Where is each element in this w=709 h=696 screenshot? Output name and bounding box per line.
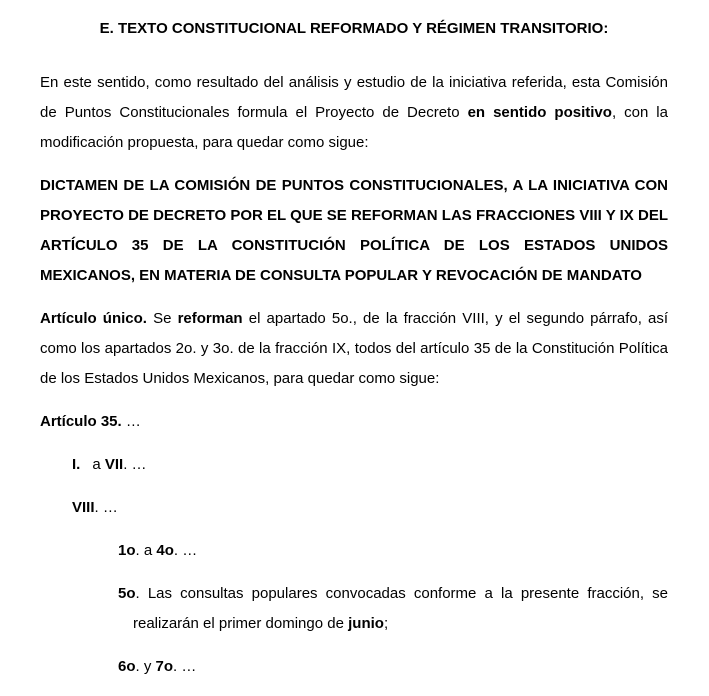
paragraph-intro: [40, 68, 668, 158]
articulo-unico-label: Artículo único.: [40, 310, 147, 327]
apartado-5-text-end: ;: [383, 615, 389, 632]
apartado-5-marker: 5o: [118, 585, 136, 602]
paragraph-articulo-unico: [40, 304, 668, 394]
apartado-6-7-ellipsis: . …: [173, 658, 197, 675]
paragraph-articulo-35: [40, 407, 668, 437]
apartado-6-7-text: . y: [135, 658, 156, 675]
intro-bold-en-sentido-positivo: en sentido positivo: [467, 104, 612, 121]
intro-text: En este sentido, como resultado del análisis y estudio de la iniciativa referida, esta Comisión de Puntos Constitucionales formula el Proyecto de Decreto: [40, 74, 668, 121]
fraccion-i-text: a: [92, 456, 105, 473]
apartado-1-4-text: . a: [135, 542, 157, 559]
apartado-4-label: 4o: [156, 542, 174, 559]
paragraph-fraccion-viii: [72, 493, 668, 523]
intro-text-end: , con la modificación propuesta, para quedar como sigue:: [40, 104, 668, 151]
articulo-unico-text: Se: [146, 310, 178, 327]
apartado-7-label: 7o: [155, 658, 174, 675]
fraccion-i-ellipsis: . …: [123, 456, 147, 473]
articulo-unico-bold-reforman: reforman: [177, 310, 243, 327]
apartado-1-marker: 1o: [118, 542, 136, 559]
paragraph-apartado-6-7: [118, 652, 668, 682]
articulo-unico-text-end: el apartado 5o., de la fracción VIII, y el segundo párrafo, así como los apartados 2o. y 3o. de la fracción IX, todos del artículo 35 de la Constitución Política de los Estados Unidos Mexicanos, para quedar como sigue:: [40, 310, 669, 387]
articulo-35-ellipsis: …: [121, 413, 141, 430]
document-title: E. TEXTO CONSTITUCIONAL REFORMADO Y RÉGIMEN TRANSITORIO:: [99, 20, 609, 37]
fraccion-viii-marker: VIII: [72, 499, 95, 516]
paragraph-apartado-1-4: [118, 536, 668, 566]
apartado-1-4-ellipsis: . …: [173, 542, 198, 559]
fraccion-vii-label: VII: [104, 456, 124, 473]
apartado-5-bold-junio: junio: [348, 615, 384, 632]
fraccion-viii-ellipsis: . …: [94, 499, 118, 516]
paragraph-apartado-5: [118, 579, 668, 639]
paragraph-fraccion-i-vii: [72, 450, 668, 480]
fraccion-i-marker: I.: [72, 456, 81, 473]
paragraph-dictamen: DICTAMEN DE LA COMISIÓN DE PUNTOS CONSTITUCIONALES, A LA INICIATIVA CON PROYECTO DE DECRETO POR EL QUE SE REFORMAN LAS FRACCIONES VIII Y IX DEL ARTÍCULO 35 DE LA CONSTITUCIÓN POLÍTICA DE LOS ESTADOS UNIDOS MEXICANOS, EN MATERIA DE CONSULTA POPULAR Y REVOCACIÓN DE MANDATO: [40, 177, 668, 284]
articulo-35-label: Artículo 35.: [40, 413, 122, 430]
apartado-6-marker: 6o: [118, 658, 136, 675]
apartado-5-text: . Las consultas populares convocadas conforme a la presente fracción, se realizarán el primer domingo de: [133, 585, 668, 632]
